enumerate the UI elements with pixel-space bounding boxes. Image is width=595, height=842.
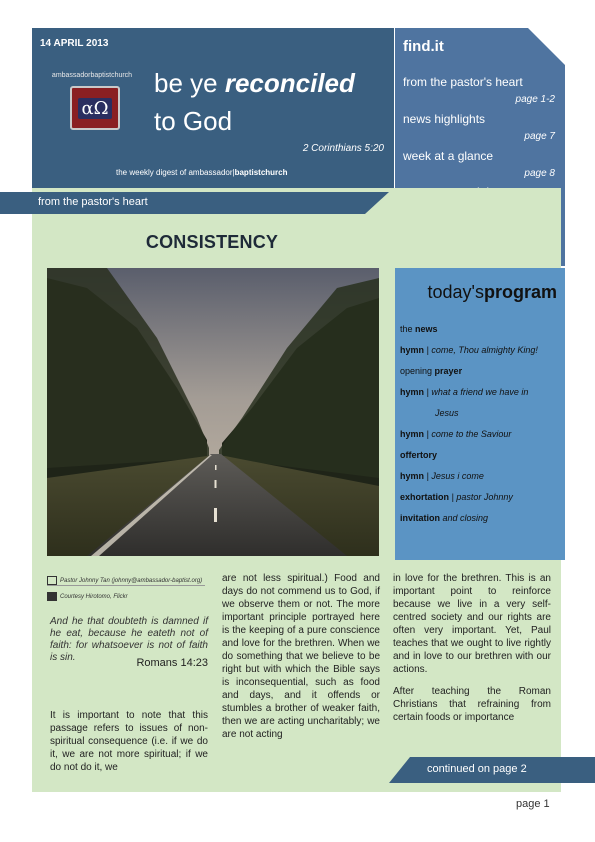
digest-tagline [116,168,288,177]
program-title-pre: today's [427,282,484,302]
findit-item-week-at-a-glance[interactable]: week at a glance [403,149,494,163]
program-item [400,345,538,355]
program-item-bold: hymn [400,345,425,355]
program-item-italic: | pastor Johnny [449,492,513,502]
alpha-omega-logo-icon [70,86,120,130]
section-banner-tip [365,192,389,214]
findit-page-news-highlights: page 7 [524,131,555,142]
program-item-italic: and closing [440,513,489,523]
program-title [428,282,558,303]
program-item-italic: | Jesus i come [424,471,484,481]
program-item-italic: | what a friend we have in [424,387,529,397]
logo-brand-text: ambassadorbaptistchurch [51,72,133,79]
program-item [400,324,438,334]
findit-item-pastors-heart[interactable]: from the pastor's heart [403,75,523,89]
program-item [400,471,484,481]
program-item-bold: offertory [400,450,438,460]
program-item-bold: hymn [400,471,425,481]
body-column-1: It is important to note that this passage refers to issues of non-spiritual consequence (i.e. if we do it, we are not more spiritual; if we do not do it, we [50,710,208,773]
program-item-bold: invitation [400,513,440,523]
headline-pre: be ye [154,68,225,98]
headline-line-1 [154,68,355,99]
body-column-3 [393,572,551,724]
find-it-title: find.it [403,38,444,55]
page-number: page 1 [516,798,550,810]
section-banner-label: from the pastor's heart [38,196,148,208]
body-column-3-para-1: in love for the brethren. This is an important point to reinforce because we live in a very self-centred society and our rights are often very important. Yet, Paul teaches that we ought to live rightly and in love to our brethren with our actions. [393,573,551,675]
credit-divider [47,585,205,586]
church-logo [42,72,142,162]
author-credit [47,576,202,585]
photo-credit-text: Courtesy Hirotomo, Flickr [60,594,128,601]
program-item-bold: exhortation [400,492,450,502]
program-item-bold: hymn [400,429,425,439]
program-item [400,429,511,439]
issue-date: 14 APRIL 2013 [40,38,109,49]
program-item-italic: | come, Thou almighty King! [424,345,538,355]
scripture-reference: Romans 14:23 [136,657,208,669]
pencil-icon [47,576,57,585]
program-item-bold: hymn [400,387,425,397]
program-item [400,450,437,460]
article-title: CONSISTENCY [145,232,279,252]
program-item-bold: prayer [434,366,463,376]
program-item-pre: opening [400,366,435,376]
program-title-bold: program [483,282,557,302]
program-item [400,492,513,502]
road-photo-image [47,268,379,556]
continued-banner-tip [389,757,410,783]
body-column-2: are not less spiritual.) Food and days do not commend us to God, if we observe them or not. The more important principle portrayed here is the keeping of a pure conscience and love for the brethren. When we do something that we believe to be right but with which the Bible says is inconsequential, such as food and days, and it offends or stumbles a brother of weaker faith, then we are acting uncharitably; we are not acting [222,573,380,740]
author-credit-text[interactable]: Pastor Johnny Tan (johnny@ambassador-baptist.org) [60,578,203,585]
program-item-italic: Jesus [435,408,459,418]
continued-link[interactable]: continued on page 2 [427,763,527,775]
verse-reference: 2 Corinthians 5:20 [302,143,384,154]
headline-emphasis: reconciled [224,68,355,98]
todays-program-panel [395,268,565,560]
program-item-italic: | come to the Saviour [424,429,512,439]
camera-icon [47,592,57,601]
findit-item-news-highlights[interactable]: news highlights [403,112,486,126]
findit-page-pastors-heart: page 1-2 [515,94,555,105]
digest-prefix: the weekly digest of ambassador| [116,168,235,177]
program-item [400,513,488,523]
program-item [435,408,459,418]
program-item-bold: news [415,324,438,334]
scripture-quote: And he that doubteth is damned if he eat, because he eateth not of faith: for whatsoever is not of faith is sin. [50,616,208,663]
road-photo [47,268,379,556]
program-item [400,387,528,397]
masthead [32,28,394,188]
digest-church: baptistchurch [234,168,288,177]
find-it-corner-cut [528,28,565,65]
program-item-pre: the [400,324,416,334]
program-item [400,366,462,376]
photo-credit [47,592,128,601]
headline-line-2: to God [154,106,233,136]
body-column-3-para-2: After teaching the Roman Christians that refraining from certain foods or importance [393,686,551,723]
logo-letters: αΩ [78,98,111,119]
findit-page-week-at-a-glance: page 8 [524,168,555,179]
